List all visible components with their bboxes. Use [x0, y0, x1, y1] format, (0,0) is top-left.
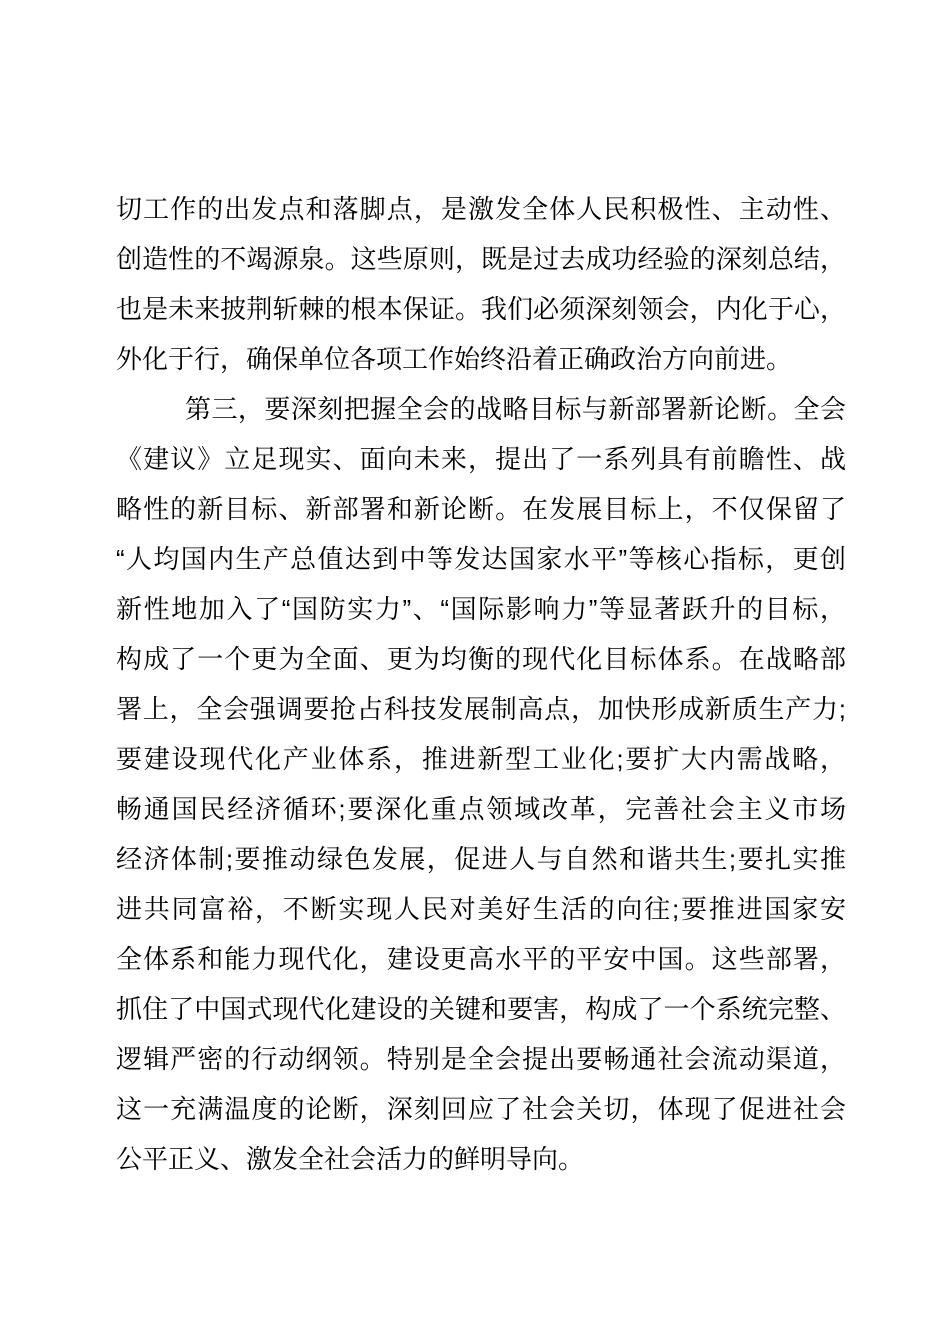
text-line: 切工作的出发点和落脚点，是激发全体人民积极性、主动性、 [116, 194, 846, 224]
text-line: 逻辑严密的行动纲领。特别是全会提出要畅通社会流动渠道， [116, 1044, 846, 1074]
text-line: 也是未来披荆斩棘的根本保证。我们必须深刻领会，内化于心， [116, 294, 846, 324]
text-line: 这一充满温度的论断，深刻回应了社会关切，体现了促进社会 [116, 1094, 846, 1124]
text-line: 全体系和能力现代化，建设更高水平的平安中国。这些部署， [116, 944, 846, 974]
text-line: 署上，全会强调要抢占科技发展制高点，加快形成新质生产力; [116, 694, 846, 724]
text-line: 略性的新目标、新部署和新论断。在发展目标上，不仅保留了 [116, 494, 846, 524]
paragraph-continuation [116, 184, 846, 384]
text-line: 外化于行，确保单位各项工作始终沿着正确政治方向前进。 [116, 344, 793, 374]
text-line: 进共同富裕，不断实现人民对美好生活的向往;要推进国家安 [116, 894, 846, 924]
text-line: “人均国内生产总值达到中等发达国家水平”等核心指标，更创 [116, 544, 846, 574]
paragraph-third-point [116, 384, 846, 1184]
text-line: 创造性的不竭源泉。这些原则，既是过去成功经验的深刻总结， [116, 244, 846, 274]
text-line: 第三，要深刻把握全会的战略目标与新部署新论断。全会 [185, 394, 846, 424]
text-line: 经济体制;要推动绿色发展，促进人与自然和谐共生;要扎实推 [116, 844, 846, 874]
text-line: 新性地加入了“国防实力”、“国际影响力”等显著跃升的目标， [116, 594, 846, 624]
text-line: 《建议》立足现实、面向未来，提出了一系列具有前瞻性、战 [116, 444, 846, 474]
document-text-block [116, 184, 846, 1184]
text-line: 畅通国民经济循环;要深化重点领域改革，完善社会主义市场 [116, 794, 846, 824]
text-line: 构成了一个更为全面、更为均衡的现代化目标体系。在战略部 [116, 644, 846, 674]
text-line: 要建设现代化产业体系，推进新型工业化;要扩大内需战略， [116, 744, 846, 774]
text-line: 抓住了中国式现代化建设的关键和要害，构成了一个系统完整、 [116, 994, 846, 1024]
text-line: 公平正义、激发全社会活力的鲜明导向。 [116, 1144, 585, 1174]
